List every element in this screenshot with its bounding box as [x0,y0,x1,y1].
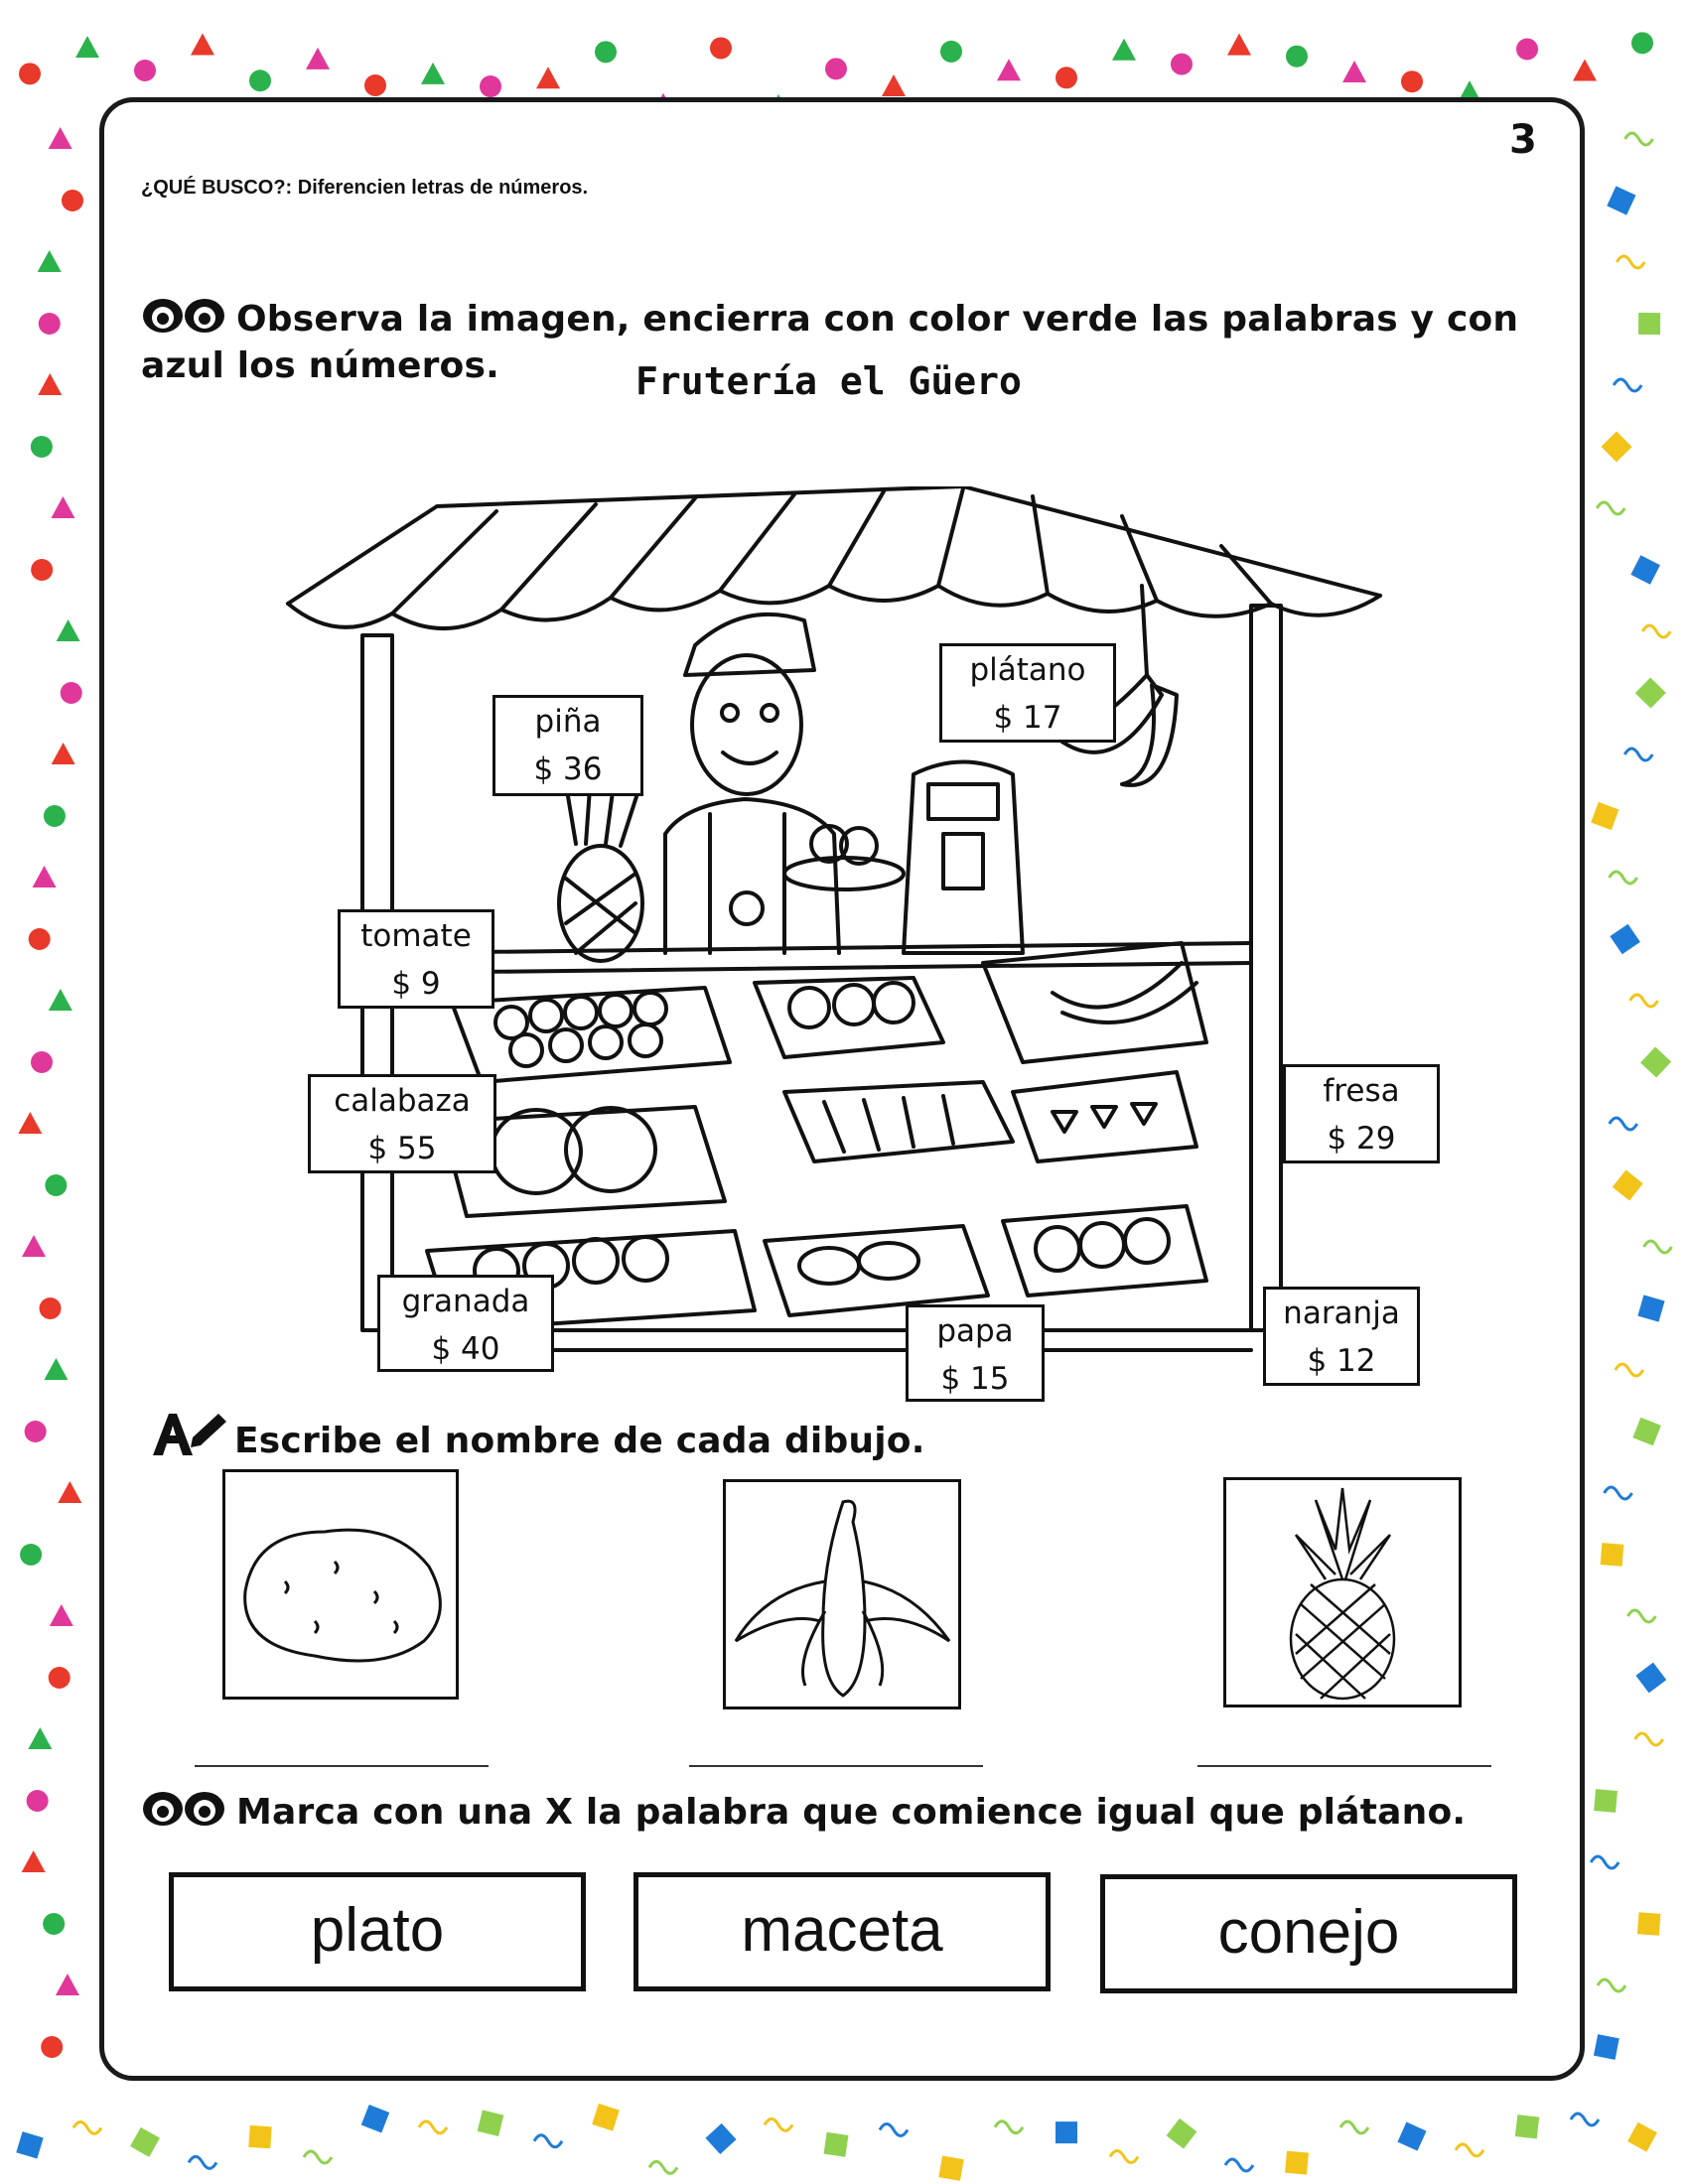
confetti-piece [1401,70,1423,92]
confetti-piece [649,2161,677,2173]
price-tag-name: granada [401,1284,530,1319]
confetti-piece [1617,256,1644,268]
crate-banana [983,943,1206,1062]
confetti-piece [1601,431,1631,462]
confetti-piece [1456,2144,1483,2156]
confetti-piece [480,75,501,97]
confetti-piece [61,682,82,704]
confetti-piece [1632,1418,1661,1446]
confetti-piece [825,58,847,79]
eyes-icon [141,297,228,335]
price-tag-name: naranja [1283,1296,1400,1331]
confetti-piece [1591,802,1618,830]
confetti-piece [364,74,386,96]
confetti-piece [75,36,99,58]
confetti-piece [421,63,445,84]
confetti-piece [31,1051,53,1073]
right-post [1251,606,1281,1330]
price-tag-naranja [1263,1287,1420,1386]
confetti-piece [16,2131,43,2158]
confetti-piece [1638,313,1660,335]
confetti-piece [1594,1789,1618,1813]
confetti-piece [595,41,617,63]
confetti-piece [40,1297,62,1319]
price-tag-fresa [1283,1064,1440,1163]
confetti-piece [882,74,906,96]
confetti-piece [1110,2151,1138,2163]
price-tag-price: $ 12 [1307,1343,1376,1379]
instruction-mark [141,1789,1551,1836]
confetti-piece [534,2135,562,2147]
confetti-piece [1643,1241,1671,1253]
price-tag-price: $ 17 [993,700,1062,736]
confetti-piece [306,48,330,69]
confetti-piece [49,989,72,1011]
confetti-piece [1225,2159,1253,2171]
confetti-piece [419,2121,447,2133]
crate-strawberry [1013,1072,1196,1161]
confetti-piece [938,2155,963,2180]
confetti-piece [1616,1364,1643,1376]
confetti-piece [130,2127,160,2157]
price-tag-price: $ 40 [431,1331,500,1367]
scale [784,762,1023,954]
confetti-piece [39,313,61,335]
confetti-piece [18,1112,42,1134]
confetti-piece [31,436,53,458]
confetti-piece [1607,186,1635,214]
confetti-piece [45,1174,67,1196]
crate-lettuce [755,978,943,1057]
confetti-piece [1286,46,1308,68]
confetti-piece [49,1667,70,1689]
confetti-piece [57,619,80,641]
confetti-piece [997,59,1021,80]
vendor-figure [665,614,839,953]
confetti-piece [58,1481,81,1503]
confetti-piece [1610,1118,1637,1130]
picture-box-banana [723,1479,961,1709]
confetti-piece [1573,60,1597,81]
confetti-piece [49,127,72,149]
confetti-piece [1597,502,1624,514]
store-title: Frutería el Güero [635,359,1022,403]
confetti-piece [29,928,51,950]
confetti-piece [1112,39,1136,61]
confetti-piece [710,37,732,59]
price-tag-price: $ 29 [1327,1121,1396,1157]
confetti-piece [134,60,156,81]
confetti-piece [191,33,214,55]
price-tag-pina [492,695,643,796]
confetti-piece [50,1604,73,1626]
confetti-piece [73,2121,101,2133]
answer-line-3[interactable] [1197,1765,1491,1767]
confetti-piece [38,373,62,395]
confetti-piece [1167,2118,1197,2149]
price-tag-name: papa [936,1313,1014,1349]
confetti-piece [1610,872,1637,884]
stand-pineapple [559,769,642,961]
confetti-piece [1342,61,1366,82]
confetti-piece [44,805,66,827]
confetti-piece [38,250,62,272]
confetti-piece [1614,379,1641,391]
price-tag-price: $ 15 [940,1361,1010,1397]
confetti-piece [1625,133,1653,145]
banana-icon [726,1482,958,1706]
confetti-piece [705,2123,736,2154]
confetti-piece [1610,924,1640,955]
instruction-observe-text: Observa la imagen, encierra con color verde las palabras y con azul los números. [141,299,1519,386]
confetti-piece [248,2125,271,2148]
confetti-piece [1397,2122,1426,2151]
confetti-piece [31,559,53,581]
confetti-piece [1055,2121,1077,2143]
confetti-piece [1635,1733,1663,1745]
confetti-piece [1591,1856,1618,1868]
confetti-piece [1227,34,1251,56]
confetti-piece [361,2105,389,2132]
price-tag-name: tomate [360,918,472,954]
price-tag-platano [939,643,1116,743]
price-tag-name: plátano [969,652,1086,688]
confetti-piece [27,1790,49,1812]
confetti-piece [536,67,560,88]
pencil-write-icon [149,1408,228,1459]
confetti-piece [1627,1610,1655,1622]
confetti-piece [1515,2115,1539,2138]
confetti-piece [1516,39,1538,61]
confetti-piece [1635,677,1666,708]
confetti-piece [1055,67,1077,88]
confetti-piece [1637,1912,1661,1936]
word-option-conejo[interactable]: conejo [1100,1874,1517,1993]
confetti-piece [1630,995,1658,1007]
confetti-piece [25,1421,47,1442]
confetti-piece [19,63,41,84]
confetti-piece [1630,555,1660,585]
confetti-piece [940,41,962,63]
confetti-piece [1642,625,1670,637]
price-tag-price: $ 36 [533,751,603,787]
word-option-maceta[interactable]: maceta [633,1872,1051,1991]
confetti-piece [880,2123,908,2135]
confetti-piece [43,1913,65,1935]
instruction-mark-text: Marca con una X la palabra que comience igual que plátano. [236,1792,1467,1833]
confetti-piece [28,1727,52,1749]
crate-orange [1003,1206,1206,1296]
confetti-piece [824,2132,849,2157]
confetti-piece [1631,32,1653,54]
confetti-piece [1635,1663,1666,1694]
confetti-piece [765,2118,792,2130]
confetti-piece [1598,1979,1625,1991]
objective-text: ¿QUÉ BUSCO?: Diferencien letras de números. [141,177,589,199]
price-tag-papa [906,1304,1045,1402]
confetti-piece [51,496,74,518]
confetti-piece [189,2156,216,2168]
confetti-piece [22,1235,46,1257]
confetti-piece [1605,1487,1632,1499]
word-option-plato[interactable]: plato [169,1872,586,1991]
instruction-write: Escribe el nombre de cada dibujo. [234,1421,925,1461]
confetti-piece [22,1850,46,1872]
price-tag-price: $ 55 [367,1131,437,1166]
confetti-piece [20,1544,42,1566]
confetti-piece [1613,1170,1643,1201]
price-tag-name: piña [534,704,602,740]
price-tag-tomate [338,909,494,1009]
price-tag-price: $ 9 [391,966,441,1002]
confetti-piece [1571,2114,1599,2125]
confetti-piece [1627,2122,1657,2152]
confetti-piece [1594,2034,1619,2060]
confetti-piece [44,1358,68,1380]
confetti-piece [1340,2121,1368,2133]
eyes-icon [141,1790,228,1828]
confetti-piece [52,743,75,764]
confetti-piece [304,2151,332,2163]
confetti-piece [1601,1543,1624,1567]
confetti-piece [62,190,83,211]
price-tag-name: fresa [1323,1073,1400,1109]
price-tag-calabaza [308,1074,496,1173]
picture-box-potato [222,1469,459,1700]
confetti-piece [1640,1046,1671,1077]
confetti-piece [1637,1295,1664,1321]
price-tag-name: calabaza [334,1083,471,1119]
confetti-piece [592,2104,620,2131]
awning [288,486,1380,604]
confetti-piece [33,866,57,887]
confetti-piece [56,1974,79,1995]
confetti-piece [1624,749,1652,760]
answer-line-1[interactable] [195,1765,489,1767]
confetti-piece [249,69,271,91]
confetti-piece [995,2121,1023,2133]
confetti-piece [41,2036,63,2058]
picture-box-pineapple [1223,1477,1462,1707]
answer-line-2[interactable] [689,1765,983,1767]
page-number: 3 [1509,117,1537,163]
confetti-piece [1171,54,1193,75]
confetti-piece [1285,2151,1309,2175]
pineapple-icon [1226,1480,1459,1705]
confetti-piece [478,2110,504,2136]
crate-potato [765,1226,988,1315]
price-tag-granada [377,1275,554,1372]
crate-carrot [784,1082,1013,1161]
potato-icon [225,1472,456,1697]
